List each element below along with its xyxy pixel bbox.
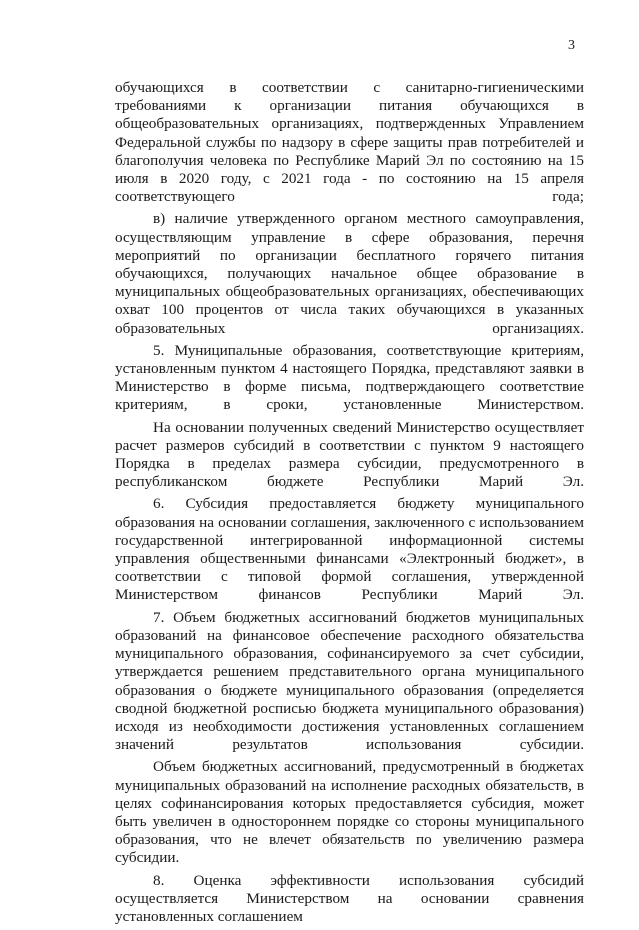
page-number: 3 [568, 38, 575, 53]
paragraph-clause-6: 6. Субсидия предоставляется бюджету муниципального образования на основании соглашения, заключенного с использованием государственной интегрированной информационной системы управления общественными финансами «Электронный бюджет», в соответствии с типовой формой соглашения, утвержденной Министерством финансов Республики Марий Эл. [115, 495, 584, 604]
paragraph-sanitary-requirements: обучающихся в соответствии с санитарно-гигиеническими требованиями к организации питания обучающихся в общеобразовательных организациях, подтвержденных Управлением Федеральной службы по надзору в сфере защиты прав потребителей и благополучия человека по Республике Марий Эл по состоянию на 15 июля в 2020 году, с 2021 года - по состоянию на 15 апреля соответствующего года; [115, 79, 585, 206]
paragraph-subsidy-calculation: На основании полученных сведений Министерство осуществляет расчет размеров субсидий в соответствии с пунктом 9 настоящего Порядка в пределах размера субсидии, предусмотренного в республиканском бюджете Республики Марий Эл. [115, 418, 585, 491]
document-body [115, 79, 584, 930]
paragraph-item-v: в) наличие утвержденного органом местного самоуправления, осуществляющим управление в сфере образования, перечня мероприятий по организации бесплатного горячего питания обучающихся, получающих начальное общее образование в муниципальных общеобразовательных организациях, обеспечивающих охват 100 процентов от числа таких обучающихся в указанных образовательных организациях. [115, 210, 584, 337]
paragraph-clause-7: 7. Объем бюджетных ассигнований бюджетов муниципальных образований на финансовое обеспечение расходного обязательства муниципального образования, софинансируемого за счет субсидии, утверждается решением представительного органа муниципального образования о бюджете муниципального образования (определяется сводной бюджетной росписью бюджета муниципального образования) исходя из необходимости достижения установленных соглашением значений результатов использования субсидии. [115, 608, 584, 754]
paragraph-budget-allocations: Объем бюджетных ассигнований, предусмотренный в бюджетах муниципальных образований на исполнение расходных обязательств, в целях софинансирования которых предоставляется субсидия, может быть увеличен в одностороннем порядке со стороны муниципального образования, что не влечет обязательств по увеличению размера субсидии. [115, 758, 584, 867]
paragraph-clause-5: 5. Муниципальные образования, соответствующие критериям, установленным пунктом 4 настоящего Порядка, представляют заявки в Министерство в форме письма, подтверждающего соответствие критериям, в сроки, установленные Министерством. [115, 341, 584, 414]
paragraph-clause-8: 8. Оценка эффективности использования субсидий осуществляется Министерством на основании сравнения установленных соглашением [115, 871, 585, 925]
